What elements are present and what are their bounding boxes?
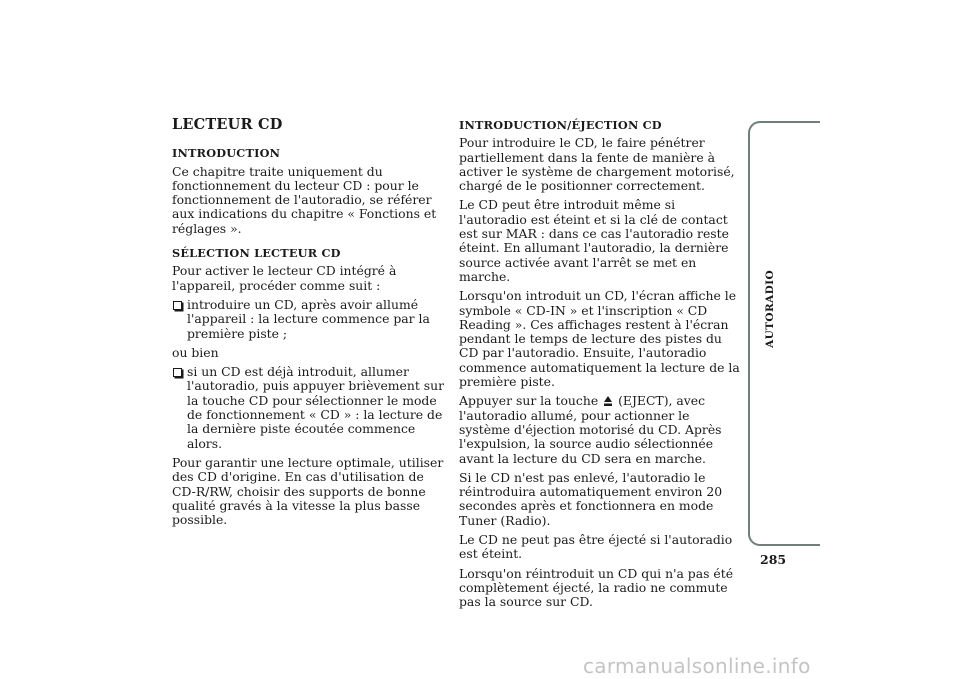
intro-heading: INTRODUCTION (172, 146, 281, 161)
checkbox-bullet-icon (173, 301, 182, 310)
right-column (459, 118, 741, 615)
eject-icon (604, 396, 612, 406)
select-paragraph: Pour activer le lecteur CD intégré à l'appareil, procéder comme suit : (172, 263, 397, 293)
page-number: 285 (760, 552, 787, 567)
chapter-tab-label: AUTORADIO (764, 270, 776, 348)
bullet-text: si un CD est déjà introduit, allumer l'autoradio, puis appuyer brièvement sur la touche CD pour sélectionner le mode de fonctionnement « CD » : la lecture de la dernière piste écoutée commence alors. (187, 364, 445, 451)
eject-paragraph (459, 394, 741, 465)
paragraph: Si le CD n'est pas enlevé, l'autoradio le réintroduira automatiquement environ 20 secondes après et fonctionnera en mode Tuner (Radio). (459, 469, 723, 528)
eject-heading: INTRODUCTION/ÉJECTION CD (459, 118, 662, 132)
intro-paragraph: Ce chapitre traite uniquement du fonctionnement du lecteur CD : pour le fonctionnement de l'autoradio, se référer aux indications du chapitre « Fonctions et réglages ». (172, 163, 437, 236)
list-item (172, 365, 448, 451)
chapter-tab-frame (748, 121, 820, 546)
bullet-text: introduire un CD, après avoir allumé l'appareil : la lecture commence par la première piste ; (187, 296, 430, 341)
eject-text-after: (EJECT), avec l'autoradio allumé, pour actionner le système d'éjection motorisé du CD. Après l'expulsion, la source audio sélectionnée avant la lecture du CD sera en marche. (459, 393, 722, 466)
or-text: ou bien (172, 344, 219, 360)
paragraph: Lorsqu'on réintroduit un CD qui n'a pas été complètement éjecté, la radio ne commute pas la source sur CD. (459, 565, 734, 610)
left-column (172, 118, 448, 532)
paragraph: Le CD peut être introduit même si l'autoradio est éteint et si la clé de contact est sur MAR : dans ce cas l'autoradio reste éteint. En allumant l'autoradio, la dernière source activée avant l'arrêt se met en marche. (459, 197, 729, 284)
eject-text-before: Appuyer sur la touche (459, 393, 599, 409)
quality-paragraph: Pour garantir une lecture optimale, utiliser des CD d'origine. En cas d'utilisation de CD-R/RW, choisir des supports de bonne qualité gravés à la vitesse la plus basse possible. (172, 454, 444, 528)
watermark: carmanualsonline.info (583, 654, 811, 678)
paragraph: Pour introduire le CD, le faire pénétrer partiellement dans la fente de manière à activer le système de chargement motorisé, chargé de le positionner correctement. (459, 135, 735, 194)
section-title: LECTEUR CD (172, 116, 283, 133)
checkbox-bullet-icon (173, 368, 182, 377)
paragraph: Lorsqu'on introduit un CD, l'écran affiche le symbole « CD-IN » et l'inscription « CD Reading ». Ces affichages restent à l'écran pendant le temps de lecture des pistes du CD par l'autoradio. Ensuite, l'autoradio commence automatiquement la lecture de la première piste. (459, 288, 740, 390)
select-heading: SÉLECTION LECTEUR CD (172, 246, 341, 261)
paragraph: Le CD ne peut pas être éjecté si l'autoradio est éteint. (459, 532, 733, 562)
list-item (172, 298, 448, 341)
